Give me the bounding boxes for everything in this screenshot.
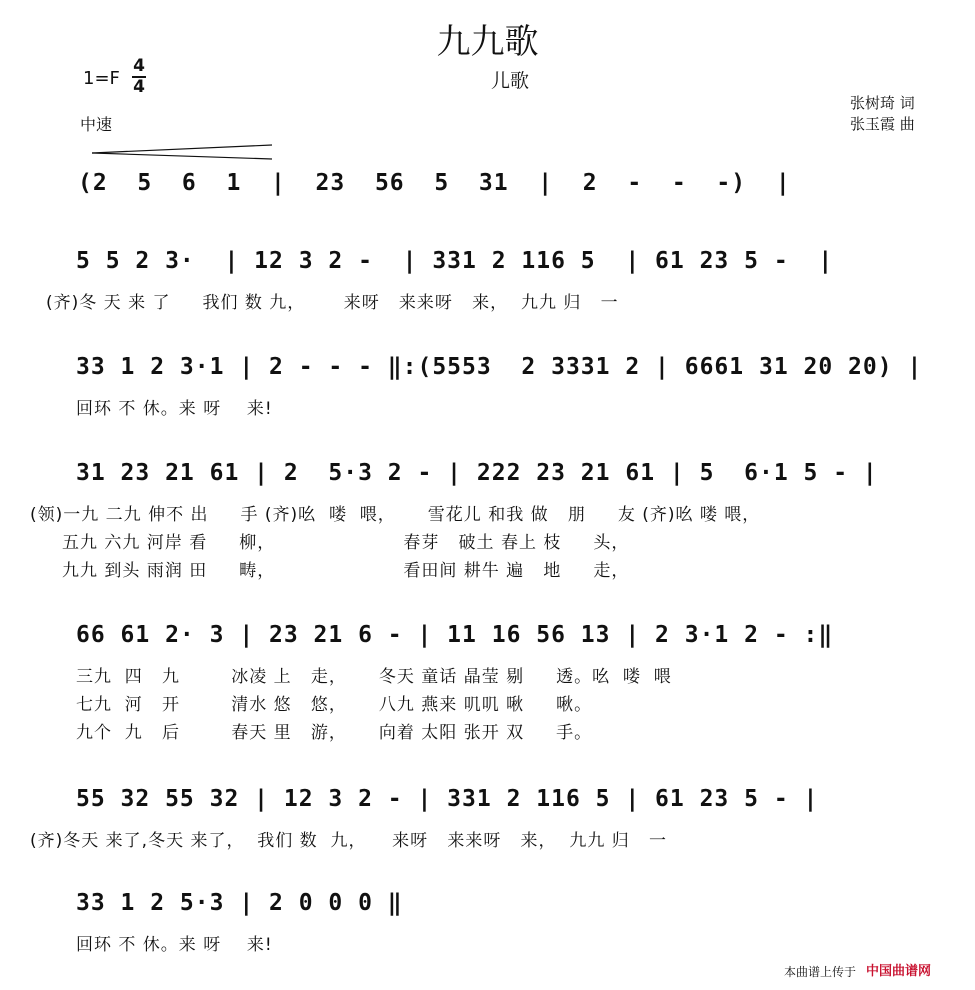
notes-line: 66 61 2· 3 | 23 21 6 - | 11 16 56 13 | 2 3·1 2 - :‖ (76, 622, 834, 648)
lyric-line-verse-3: 九九 到头 雨润 田 畴， 看田间 耕牛 遍 地 走， (30, 561, 630, 581)
notes-line: 5 5 2 3· | 12 3 2 - | 331 2 116 5 | 61 23 5 - | (76, 248, 834, 274)
lyric-line: 回环 不 休。来 呀 来! (76, 399, 273, 419)
upload-note: 本曲谱上传于 (784, 965, 857, 979)
staff-row-6 (0, 888, 975, 955)
time-signature (132, 58, 146, 96)
notes-line: 55 32 55 32 | 12 3 2 - | 331 2 116 5 | 61 23 5 - | (76, 786, 819, 812)
notes-line: 33 1 2 3·1 | 2 - - - ‖:(5553 2 3331 2 | 6661 31 20 20) | (76, 354, 923, 380)
notes-line: 33 1 2 5·3 | 2 0 0 0 ‖ (76, 890, 403, 916)
composer-credit: 张玉霞 曲 (850, 115, 915, 133)
meter-bottom: 4 (133, 77, 145, 97)
lyricist-credit: 张树琦 词 (850, 94, 915, 112)
staff-row-1 (0, 246, 975, 313)
staff-row-2 (0, 352, 975, 419)
lyric-line-verse-1: (领)一九 二九 伸不 出 手 (齐)吆 喽 喂， 雪花儿 和我 做 朋 友 (齐)吆 喽 喂， (30, 505, 761, 525)
staff-row-5 (0, 784, 975, 851)
staff-row-4 (0, 620, 975, 743)
lyric-line-verse-3: 九个 九 后 春天 里 游， 向着 太阳 张开 双 手。 (76, 723, 593, 743)
site-logo[interactable]: 中国曲谱网 (866, 964, 932, 979)
notes-line: 31 23 21 61 | 2 5·3 2 - | 222 23 21 61 | 5 6·1 5 - | (76, 460, 878, 486)
score-subtitle: 儿歌 (490, 70, 529, 92)
lyric-line: 回环 不 休。来 呀 来! (76, 935, 273, 955)
notes-line: (2 5 6 1 | 23 56 5 31 | 2 - - -) | (78, 170, 791, 196)
lyric-line: (齐)冬天 来了,冬天 来了， 我们 数 九， 来呀 来来呀 来， 九九 归 一 (30, 831, 667, 851)
meter-top: 4 (133, 56, 145, 76)
crescendo-hairpin (92, 143, 274, 163)
lyric-line-verse-1: 三九 四 九 冰凌 上 走， 冬天 童话 晶莹 剔 透。吆 喽 喂 (76, 667, 672, 687)
lyric-line: (齐)冬 天 来 了 我们 数 九， 来呀 来来呀 来， 九九 归 一 (46, 293, 619, 313)
staff-row-3 (0, 458, 975, 581)
lyric-line-verse-2: 七九 河 开 清水 悠 悠， 八九 燕来 叽叽 啾 啾。 (76, 695, 593, 715)
score-title: 九九歌 (436, 22, 539, 62)
tempo-marking: 中速 (80, 115, 113, 134)
lyric-line-verse-2: 五九 六九 河岸 看 柳， 春芽 破土 春上 枝 头， (30, 533, 630, 553)
key-signature: 1=F (83, 68, 120, 89)
staff-row-intro (0, 168, 975, 198)
